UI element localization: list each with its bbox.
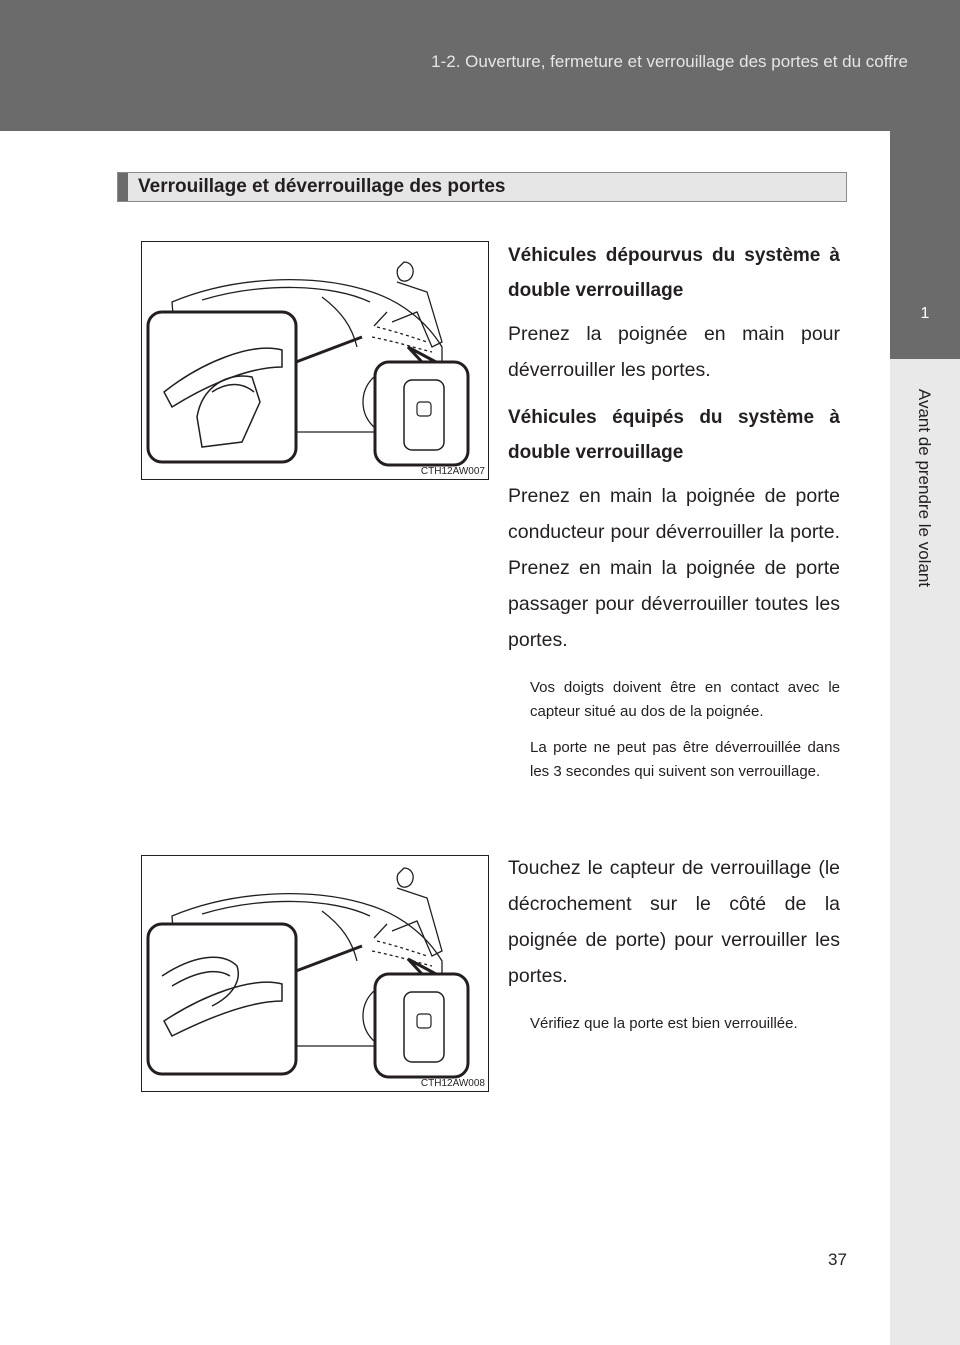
note-sensor-contact: Vos doigts doivent être en contact avec le capteur situé au dos de la poignée. [530, 679, 840, 720]
note-unlock-delay: La porte ne peut pas être déverrouillée dans les 3 secondes qui suivent son verrouillage. [530, 739, 840, 780]
text-with-double-lock: Prenez en main la poignée de porte conducteur pour déverrouiller la porte. Prenez en main la poignée de porte passager pour déverrouiller toutes les portes. [508, 485, 840, 651]
figure-code: CTH12AW008 [420, 1078, 485, 1089]
chapter-number: 1 [920, 305, 930, 322]
heading-with-double-lock: Véhicules équipés du système à double verrouillage [508, 407, 840, 463]
illustration-unlock [141, 241, 489, 480]
illustration-lock [141, 855, 489, 1092]
side-tab-chapter [890, 131, 960, 359]
unlock-illustration-drawing [142, 242, 488, 479]
section-heading-bar [117, 172, 847, 202]
lock-illustration-drawing [142, 856, 488, 1091]
page-number: 37 [828, 1250, 847, 1269]
figure-code: CTH12AW007 [420, 466, 485, 477]
text-lock: Touchez le capteur de verrouillage (le décrochement sur le côté de la poignée de porte) pour verrouiller les portes. [508, 857, 840, 987]
section-title: Verrouillage et déverrouillage des portes [138, 176, 506, 197]
text-without-double-lock: Prenez la poignée en main pour déverrouiller les portes. [508, 323, 840, 381]
lock-instructions [508, 850, 840, 1036]
note-verify-locked: Vérifiez que la porte est bien verrouillée. [530, 1015, 798, 1032]
chapter-breadcrumb: 1-2. Ouverture, fermeture et verrouillage des portes et du coffre [431, 52, 908, 71]
chapter-side-title: Avant de prendre le volant [915, 388, 934, 588]
unlock-instructions [508, 238, 840, 784]
heading-without-double-lock: Véhicules dépourvus du système à double verrouillage [508, 245, 840, 301]
